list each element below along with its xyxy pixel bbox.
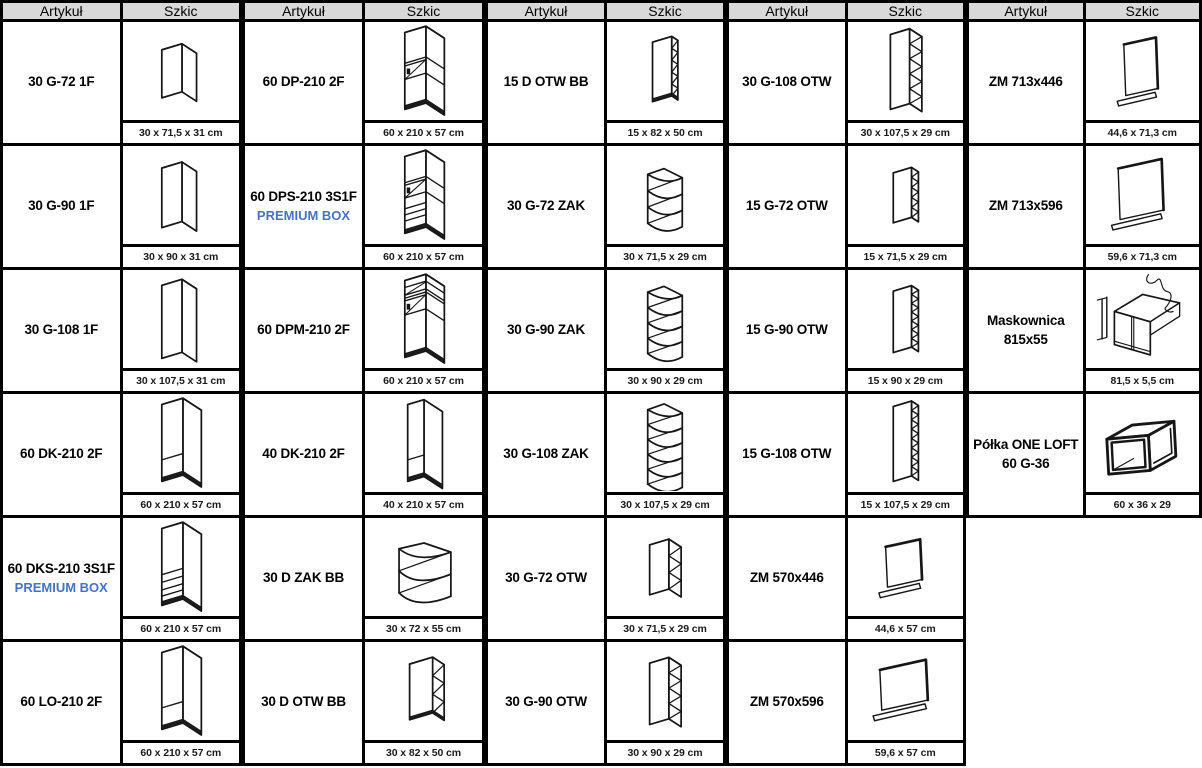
sketch-cell — [846, 393, 965, 517]
product-row — [487, 517, 725, 641]
article-name-cell — [244, 269, 364, 393]
sketch-cell — [846, 269, 965, 393]
tall-cabinet-2-doors-narrow-sketch-icon — [366, 395, 482, 491]
wall-open-shelf-narrow-5-sketch-icon — [848, 147, 964, 243]
sketch-cell — [606, 517, 725, 641]
sketch-area — [365, 394, 482, 492]
wall-cabinet-1-door-72-sketch-icon — [123, 23, 239, 119]
product-row — [244, 269, 484, 393]
sketch-cell — [606, 393, 725, 517]
article-name-cell — [968, 269, 1085, 393]
sketch-cell-wrap — [607, 518, 723, 639]
sketch-cell-wrap — [123, 518, 240, 639]
column-header-szkic: Szkic — [364, 2, 484, 21]
header-row — [2, 2, 241, 21]
article-name: ZM 570x446 — [749, 570, 824, 586]
column-header-szkic: Szkic — [846, 2, 965, 21]
product-row — [244, 145, 484, 269]
article-name-cell — [728, 21, 847, 145]
article-name: 60 LO-210 2F — [20, 694, 103, 710]
product-row — [244, 393, 484, 517]
sketch-cell — [1084, 393, 1201, 517]
sketch-cell — [606, 21, 725, 145]
article-name-cell — [244, 145, 364, 269]
product-row — [487, 145, 725, 269]
article-name-cell — [968, 145, 1085, 269]
article-name-cell — [728, 393, 847, 517]
sketch-area — [848, 146, 964, 244]
sketch-cell-wrap — [365, 146, 482, 267]
sketch-area — [365, 270, 482, 368]
article-name: 30 D OTW BB — [261, 694, 346, 710]
sketch-cell — [846, 145, 965, 269]
dimensions-label: 60 x 210 x 57 cm — [123, 740, 240, 763]
catalog-column-group — [485, 0, 726, 766]
product-row — [244, 517, 484, 641]
article-name-cell — [2, 393, 122, 517]
base-open-shelf-narrow-sketch-icon — [607, 23, 723, 119]
article-name-cell — [487, 21, 606, 145]
sketch-cell-wrap — [365, 270, 482, 391]
column-header-szkic: Szkic — [606, 2, 725, 21]
tall-oven-housing-drawers-sketch-icon — [366, 147, 482, 243]
dimensions-label: 30 x 71,5 x 29 cm — [607, 616, 723, 639]
article-name: ZM 570x596 — [749, 694, 824, 710]
dimensions-label: 30 x 72 x 55 cm — [365, 616, 482, 639]
product-row — [2, 517, 241, 641]
product-row — [487, 641, 725, 765]
sketch-cell-wrap — [1086, 146, 1200, 267]
column-header-artykul: Artykuł — [487, 2, 606, 21]
catalog-column-group — [0, 0, 242, 766]
article-name: 15 G-90 OTW — [745, 322, 828, 338]
sketch-cell — [606, 641, 725, 765]
sketch-area — [848, 394, 964, 492]
sketch-cell-wrap — [123, 642, 240, 763]
sketch-cell — [121, 393, 241, 517]
article-name: 60 DKS-210 3S1F — [7, 561, 115, 577]
sketch-cell-wrap — [848, 22, 964, 143]
sketch-cell-wrap — [123, 146, 240, 267]
sketch-cell — [364, 145, 484, 269]
column-header-artykul: Artykuł — [2, 2, 122, 21]
product-row — [728, 269, 965, 393]
product-row — [2, 641, 241, 765]
sketch-cell — [606, 145, 725, 269]
wall-open-shelf-narrow-8-sketch-icon — [848, 395, 964, 491]
product-row — [2, 145, 241, 269]
sketch-cell-wrap — [848, 394, 964, 515]
sketch-cell-wrap — [607, 642, 723, 763]
sketch-area — [365, 22, 482, 120]
catalog-column-group — [242, 0, 485, 766]
sketch-area — [365, 642, 482, 740]
sketch-area — [1086, 22, 1200, 120]
sketch-area — [123, 146, 240, 244]
sketch-area — [365, 146, 482, 244]
column-header-szkic: Szkic — [121, 2, 241, 21]
sketch-cell-wrap — [365, 394, 482, 515]
product-row — [487, 21, 725, 145]
dimensions-label: 30 x 90 x 29 cm — [607, 740, 723, 763]
catalog-column-group — [966, 0, 1202, 518]
wall-corner-open-3-sketch-icon — [607, 147, 723, 243]
sketch-area — [123, 22, 240, 120]
plinth-cover-strip-sketch-icon — [1086, 271, 1200, 367]
wall-open-shelf-5-sketch-icon — [848, 23, 964, 119]
dimensions-label: 81,5 x 5,5 cm — [1086, 368, 1200, 391]
product-row — [244, 21, 484, 145]
sketch-cell-wrap — [848, 518, 964, 639]
article-name: Maskownica — [986, 313, 1065, 329]
dimensions-label: 30 x 71,5 x 29 cm — [607, 244, 723, 267]
product-row — [728, 641, 965, 765]
header-row — [487, 2, 725, 21]
article-name: ZM 713x446 — [988, 74, 1063, 90]
article-name-cell — [2, 641, 122, 765]
sketch-cell — [364, 269, 484, 393]
product-row — [728, 393, 965, 517]
product-row — [2, 393, 241, 517]
column-header-artykul: Artykuł — [728, 2, 847, 21]
product-row — [968, 145, 1201, 269]
wall-corner-open-4-sketch-icon — [607, 271, 723, 367]
sketch-area — [607, 394, 723, 492]
catalog-column-group — [726, 0, 966, 766]
dimensions-label: 59,6 x 71,3 cm — [1086, 244, 1200, 267]
product-row — [244, 641, 484, 765]
dimensions-label: 30 x 107,5 x 31 cm — [123, 368, 240, 391]
article-name: 40 DK-210 2F — [262, 446, 345, 462]
sketch-cell-wrap — [607, 22, 723, 143]
article-name: Półka ONE LOFT — [973, 437, 1079, 453]
sketch-area — [848, 642, 964, 740]
tall-oven-housing-sketch-icon — [366, 23, 482, 119]
sketch-area — [365, 518, 482, 616]
sketch-cell — [1084, 145, 1201, 269]
end-panel-570x596-sketch-icon — [848, 643, 964, 739]
tall-cabinet-2-doors-sketch-icon — [123, 395, 239, 491]
sketch-cell-wrap — [365, 642, 482, 763]
sketch-cell — [364, 21, 484, 145]
sketch-cell-wrap — [848, 642, 964, 763]
dimensions-label: 30 x 90 x 29 cm — [607, 368, 723, 391]
column-header-artykul: Artykuł — [968, 2, 1085, 21]
sketch-cell — [364, 393, 484, 517]
sketch-area — [123, 642, 240, 740]
wall-cabinet-1-door-90-sketch-icon — [123, 147, 239, 243]
sketch-cell-wrap — [1086, 22, 1200, 143]
sketch-cell — [121, 21, 241, 145]
sketch-area — [848, 270, 964, 368]
dimensions-label: 60 x 210 x 57 cm — [365, 120, 482, 143]
dimensions-label: 30 x 82 x 50 cm — [365, 740, 482, 763]
sketch-area — [607, 270, 723, 368]
article-name: 15 G-72 OTW — [745, 198, 828, 214]
dimensions-label: 60 x 210 x 57 cm — [123, 616, 240, 639]
sketch-cell — [1084, 21, 1201, 145]
header-row — [728, 2, 965, 21]
wall-corner-open-5-sketch-icon — [607, 395, 723, 491]
dimensions-label: 30 x 71,5 x 31 cm — [123, 120, 240, 143]
article-name-cell — [968, 21, 1085, 145]
dimensions-label: 15 x 107,5 x 29 cm — [848, 492, 964, 515]
article-name-cell — [968, 393, 1085, 517]
product-row — [487, 393, 725, 517]
article-name-line2: 815x55 — [1003, 331, 1048, 347]
sketch-cell-wrap — [365, 22, 482, 143]
article-name-cell — [244, 393, 364, 517]
sketch-cell — [121, 269, 241, 393]
article-name: 30 G-72 1F — [28, 74, 95, 90]
product-row — [2, 269, 241, 393]
sketch-area — [607, 518, 723, 616]
article-name-cell — [728, 145, 847, 269]
article-name: 60 DPS-210 3S1F — [250, 189, 357, 205]
sketch-area — [848, 22, 964, 120]
article-name-cell — [2, 269, 122, 393]
dimensions-label: 40 x 210 x 57 cm — [365, 492, 482, 515]
product-row — [728, 517, 965, 641]
product-row — [968, 269, 1201, 393]
article-name-cell — [2, 145, 122, 269]
article-name-cell — [244, 21, 364, 145]
sketch-area — [1086, 146, 1200, 244]
article-name: 30 D ZAK BB — [262, 570, 345, 586]
header-row — [244, 2, 484, 21]
article-name-cell — [2, 21, 122, 145]
sketch-cell-wrap — [123, 270, 240, 391]
article-name: 30 G-108 ZAK — [503, 446, 589, 462]
premium-box-label: PREMIUM BOX — [14, 579, 108, 595]
wall-open-shelf-4-sketch-icon — [607, 643, 723, 739]
sketch-cell-wrap — [1086, 270, 1200, 391]
sketch-area — [1086, 270, 1200, 368]
article-name-cell — [244, 517, 364, 641]
article-name: 30 G-108 OTW — [742, 74, 832, 90]
sketch-area — [848, 518, 964, 616]
product-row — [2, 21, 241, 145]
article-name-cell — [244, 641, 364, 765]
sketch-cell-wrap — [607, 146, 723, 267]
dimensions-label: 60 x 210 x 57 cm — [123, 492, 240, 515]
sketch-area — [607, 22, 723, 120]
article-name-cell — [2, 517, 122, 641]
sketch-cell — [846, 641, 965, 765]
dimensions-label: 15 x 82 x 50 cm — [607, 120, 723, 143]
dimensions-label: 30 x 107,5 x 29 cm — [607, 492, 723, 515]
sketch-cell-wrap — [1086, 394, 1200, 515]
dimensions-label: 60 x 36 x 29 — [1086, 492, 1200, 515]
wall-open-shelf-3-sketch-icon — [607, 519, 723, 615]
article-name-cell — [487, 641, 606, 765]
end-panel-570x446-sketch-icon — [848, 519, 964, 615]
dimensions-label: 60 x 210 x 57 cm — [365, 244, 482, 267]
article-name: 60 DP-210 2F — [262, 74, 345, 90]
sketch-area — [1086, 394, 1200, 492]
dimensions-label: 15 x 90 x 29 cm — [848, 368, 964, 391]
dimensions-label: 60 x 210 x 57 cm — [365, 368, 482, 391]
dimensions-label: 59,6 x 57 cm — [848, 740, 964, 763]
column-header-szkic: Szkic — [1084, 2, 1201, 21]
sketch-area — [123, 394, 240, 492]
sketch-cell-wrap — [848, 146, 964, 267]
article-name-cell — [487, 393, 606, 517]
base-open-shelf-sketch-icon — [366, 643, 482, 739]
dimensions-label: 44,6 x 57 cm — [848, 616, 964, 639]
article-name: 15 G-108 OTW — [742, 446, 832, 462]
product-row — [728, 21, 965, 145]
article-name-line2: 60 G-36 — [1002, 455, 1050, 471]
tall-cabinet-2-doors-sketch-icon — [123, 643, 239, 739]
premium-box-label: PREMIUM BOX — [256, 207, 351, 223]
dimensions-label: 44,6 x 71,3 cm — [1086, 120, 1200, 143]
sketch-cell — [846, 21, 965, 145]
dimensions-label: 30 x 90 x 31 cm — [123, 244, 240, 267]
sketch-cell — [121, 517, 241, 641]
sketch-cell-wrap — [123, 22, 240, 143]
sketch-area — [123, 518, 240, 616]
article-name: 15 D OTW BB — [503, 74, 589, 90]
article-name: 30 G-72 OTW — [505, 570, 587, 586]
sketch-area — [607, 146, 723, 244]
article-name: 30 G-90 OTW — [505, 694, 587, 710]
sketch-cell — [121, 145, 241, 269]
sketch-cell — [121, 641, 241, 765]
sketch-cell-wrap — [848, 270, 964, 391]
product-row — [968, 21, 1201, 145]
sketch-area — [123, 270, 240, 368]
article-name-cell — [728, 269, 847, 393]
sketch-cell-wrap — [123, 394, 240, 515]
sketch-area — [607, 642, 723, 740]
sketch-cell — [846, 517, 965, 641]
article-name: 30 G-90 1F — [28, 198, 95, 214]
sketch-cell — [606, 269, 725, 393]
product-row — [487, 269, 725, 393]
article-name: 60 DK-210 2F — [20, 446, 103, 462]
product-row — [728, 145, 965, 269]
article-name-cell — [487, 269, 606, 393]
sketch-cell — [364, 517, 484, 641]
end-panel-713x446-sketch-icon — [1086, 23, 1200, 119]
end-panel-713x596-sketch-icon — [1086, 147, 1200, 243]
sketch-cell — [364, 641, 484, 765]
article-name-cell — [728, 641, 847, 765]
base-corner-open-shelf-sketch-icon — [366, 519, 482, 615]
sketch-cell-wrap — [607, 394, 723, 515]
header-row — [968, 2, 1201, 21]
article-name: ZM 713x596 — [988, 198, 1063, 214]
tall-cabinet-drawers-sketch-icon — [123, 519, 239, 615]
article-name-cell — [487, 145, 606, 269]
dimensions-label: 15 x 71,5 x 29 cm — [848, 244, 964, 267]
article-name-cell — [487, 517, 606, 641]
dimensions-label: 30 x 107,5 x 29 cm — [848, 120, 964, 143]
article-name-cell — [728, 517, 847, 641]
open-frame-shelf-sketch-icon — [1086, 395, 1200, 491]
wall-open-shelf-narrow-7-sketch-icon — [848, 271, 964, 367]
article-name: 60 DPM-210 2F — [257, 322, 350, 338]
article-name: 30 G-108 1F — [24, 322, 99, 338]
article-name: 30 G-72 ZAK — [506, 198, 586, 214]
sketch-cell-wrap — [607, 270, 723, 391]
tall-oven-microwave-housing-sketch-icon — [366, 271, 482, 367]
sketch-cell-wrap — [365, 518, 482, 639]
article-name: 30 G-90 ZAK — [506, 322, 586, 338]
wall-cabinet-1-door-108-sketch-icon — [123, 271, 239, 367]
column-header-artykul: Artykuł — [244, 2, 364, 21]
product-row — [968, 393, 1201, 517]
sketch-cell — [1084, 269, 1201, 393]
